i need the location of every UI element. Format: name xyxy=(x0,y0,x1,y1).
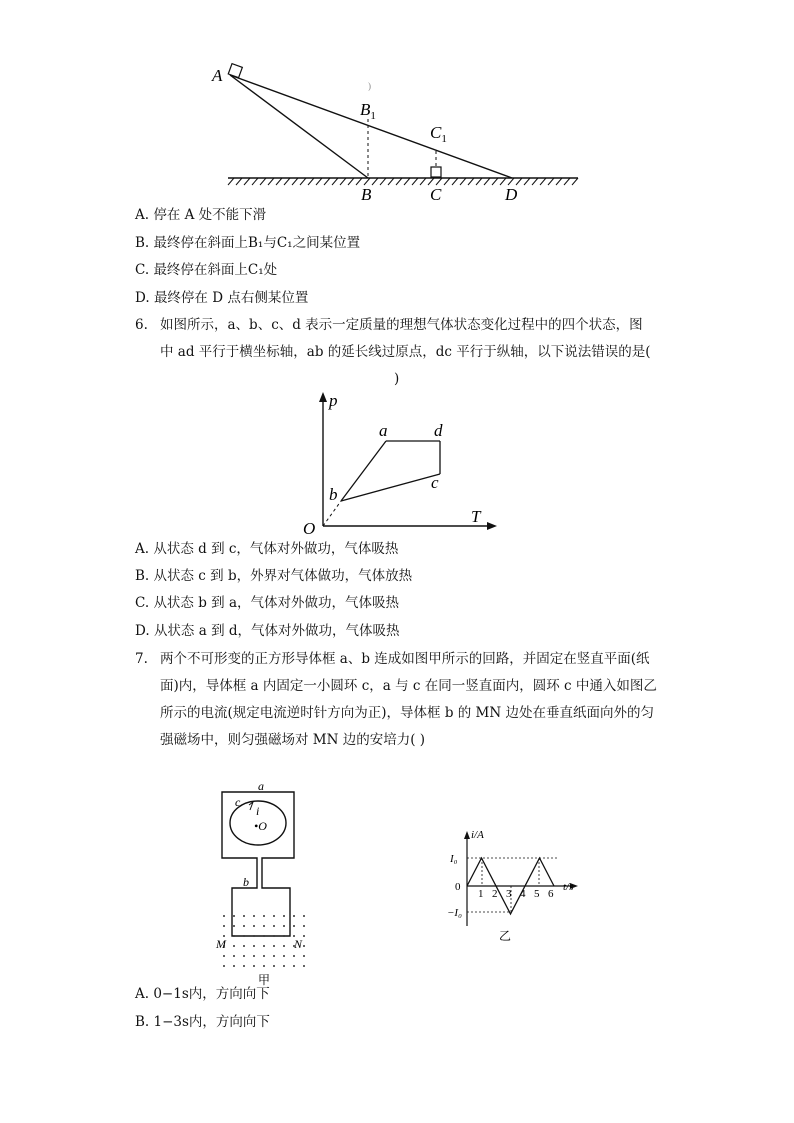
q5-option-c: C. 最终停在斜面上C₁处 xyxy=(135,262,278,278)
label-n: N xyxy=(294,937,303,951)
circuit-figure-jia xyxy=(210,778,325,988)
line-cb xyxy=(341,474,440,501)
q5-option-b: B. 最终停在斜面上B₁与C₁之间某位置 xyxy=(135,235,361,251)
caption-jia: 甲 xyxy=(258,973,271,987)
point-b-label: b xyxy=(329,485,338,504)
tick-6: 6 xyxy=(548,888,554,900)
p-axis-arrow xyxy=(319,392,327,402)
q6-number: 6. xyxy=(135,317,148,333)
q7-stem-line2: 面)内，导体框 a 内固定一小圆环 c，a 与 c 在同一竖直面内，圆环 c 中通入如图乙 xyxy=(160,678,657,694)
svg-text:): ) xyxy=(368,81,371,91)
q7-stem-line1: 两个不可形变的正方形导体框 a、b 连成如图甲所示的回路，并固定在竖直平面(纸 xyxy=(160,651,650,667)
t-axis-label-yi: t/s xyxy=(563,881,574,893)
label-frame-b: b xyxy=(243,875,249,889)
label-i0: I₀ xyxy=(450,853,458,865)
q7-stem-line4: 强磁场中，则匀强磁场对 MN 边的安培力( ) xyxy=(160,732,426,748)
q6-option-a: A. 从状态 d 到 c，气体对外做功，气体吸热 xyxy=(135,541,399,557)
label-D: D xyxy=(505,185,518,204)
current-arrow xyxy=(249,802,253,810)
incline-figure xyxy=(200,55,600,205)
tick-1: 1 xyxy=(478,888,484,900)
q7-option-b: B. 1−3s内，方向向下 xyxy=(135,1014,270,1030)
tick-2: 2 xyxy=(492,888,498,900)
t-axis-label: T xyxy=(471,507,481,526)
current-time-graph xyxy=(447,826,587,946)
label-frame-a: a xyxy=(258,779,264,793)
label-B: B xyxy=(361,185,372,204)
i-axis-arrow xyxy=(464,831,470,839)
q7-option-a: A. 0−1s内，方向向下 xyxy=(135,986,270,1002)
pt-graph xyxy=(295,388,505,536)
q6-option-d: D. 从状态 a 到 d，气体对外做功，气体吸热 xyxy=(135,623,400,639)
q5-option-d: D. 最终停在 D 点右侧某位置 xyxy=(135,290,309,306)
label-current-i: i xyxy=(256,804,260,818)
tick-4: 4 xyxy=(520,888,526,900)
label-center-o: •O xyxy=(254,819,267,833)
incline-AB xyxy=(230,75,368,178)
tick-3: 3 xyxy=(506,888,512,900)
q6-stem-line1: 如图所示，a、b、c、d 表示一定质量的理想气体状态变化过程中的四个状态，图 xyxy=(160,317,643,333)
q6-option-c: C. 从状态 b 到 a，气体对外做功，气体吸热 xyxy=(135,595,400,611)
ground-hatching xyxy=(228,178,578,185)
i-axis-label: i/A xyxy=(471,829,484,841)
q5-option-a: A. 停在 A 处不能下滑 xyxy=(135,207,267,223)
block-C xyxy=(431,167,441,177)
tick-5: 5 xyxy=(534,888,540,900)
label-C: C xyxy=(430,185,442,204)
ab-extension xyxy=(323,501,341,526)
point-c-label: c xyxy=(431,473,439,492)
caption-yi: 乙 xyxy=(499,929,512,943)
line-ba xyxy=(341,441,386,501)
magnetic-field-dots xyxy=(223,915,305,967)
label-ring-c: c xyxy=(235,795,241,809)
q7-number: 7. xyxy=(135,651,148,667)
label-neg-i0: −I₀ xyxy=(447,907,462,919)
origin-label: O xyxy=(303,519,316,536)
q6-stem-line3: ) xyxy=(394,371,400,387)
p-axis-label: p xyxy=(329,391,338,410)
t-axis-arrow xyxy=(487,522,497,530)
label-B1: $B_1$ xyxy=(360,100,376,122)
q7-stem-line3: 所示的电流(规定电流逆时针方向为正)，导体框 b 的 MN 边处在垂直纸面向外的匀 xyxy=(160,705,654,721)
label-zero: 0 xyxy=(455,881,461,893)
label-C1: $C_1$ xyxy=(430,123,447,145)
incline-AD xyxy=(230,75,512,178)
point-d-label: d xyxy=(434,421,443,440)
q6-option-b: B. 从状态 c 到 b，外界对气体做功，气体放热 xyxy=(135,568,413,584)
label-m: M xyxy=(216,937,226,951)
label-A: A xyxy=(212,66,223,85)
q6-stem-line2: 中 ad 平行于横坐标轴，ab 的延长线过原点，dc 平行于纵轴，以下说法错误的是( xyxy=(160,344,651,360)
point-a-label: a xyxy=(379,421,388,440)
